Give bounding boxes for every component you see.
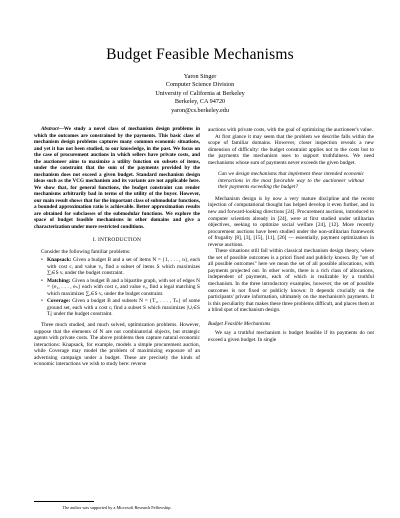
- intro-lead: Consider the following familiar problems:: [41, 248, 131, 255]
- author-affiliation: Computer Science Division: [165, 81, 235, 89]
- author-email: yaron@cs.berkeley.edu: [171, 106, 229, 114]
- list-item-text: Given a budget B and subsets N = {T₁, . . . , Tₙ} of some ground set, each with a cost cᵢ find a subset S which maximizes |∪ᵢ∈S Tᵢ| under the budget constraint.: [47, 298, 200, 318]
- list-item-text: Given a budget B and a bipartite graph, with set of edges N = {e₁, . . . , eₙ} each with cost cₑ and value vₑ, find a legal matching S which maximizes ∑ₑ∈S vₑ under the budget constraint.: [47, 277, 200, 297]
- list-item-label: Knapsack:: [47, 257, 72, 264]
- footnote: The author was supported by a Microsoft Research Fellowship.: [62, 505, 172, 510]
- paper-title: Budget Feasible Mechanisms: [106, 46, 294, 63]
- right-paragraph-2: At first glance it may seem that the problem we describe falls within the scope of familiar domains. However, closer inspection reveals a new dimension of difficulty: the budget constraint applies not to the costs but to the payments the mechanism uses to support truthfulness. We need mechanisms whose sum of payments never exceeds the given budget.: [208, 133, 374, 166]
- footnote-rule: [34, 501, 94, 502]
- right-paragraph-4: These situations still fall within classical mechanism design theory, where the set of possible outcomes is a priori fixed and publicly known. By "set of all possible outcomes" here we mean the set of all possible allocations, with payments projected out. In other words, there is a rich class of allocations, independent of payments, each of which is realizable by a truthful mechanism. In the three introductory examples, however, the set of possible outcomes is not fixed or publicly known: It depends crucially on the participants' private information, ultimately on the mechanism's payments. It is this peculiarity that makes these three problems difficult, and places them at a blind spot of mechanism design.: [208, 248, 374, 314]
- list-item-text: Given a budget B and a set of items N = {1, . . . , n}, each with cost cᵢ and value vᵢ, find a subset of items S which maximizes ∑ᵢ∈S vᵢ under the budget constraint.: [47, 257, 201, 277]
- author-university: University of California at Berkeley: [155, 89, 245, 97]
- list-item-matching: [41, 278, 200, 298]
- author-block: [0, 73, 400, 115]
- right-paragraph-1: auctions with private costs, with the goal of optimizing the auctioneer's value.: [208, 127, 373, 133]
- right-column: [208, 127, 374, 343]
- left-column: [34, 126, 200, 368]
- author-name: Yaron Singer: [183, 73, 217, 80]
- list-item-knapsack: [41, 257, 200, 277]
- right-paragraph-3: Mechanism design is by now a very mature discipline and the recent injection of computational thought has helped develop it even further, and in new and forward-looking directions [24]. Procurement auctions, introduced to computer scientists already in [24], were at first studied under utilitarian objectives, seeking to optimize social welfare [24], [12]. More recently procurement auctions have been studied under the non-utilitarian framework of frugality [8], [3], [15], [11], [26] — essentially, payment optimization in reverse auctions.: [208, 195, 374, 248]
- author-city: Berkeley, CA 94720: [174, 98, 226, 106]
- list-item-label: Matching:: [47, 277, 71, 284]
- list-item-label: Coverage:: [47, 298, 71, 305]
- intro-paragraph: Three much studied, and much solved, optimization problems. However, suppose that the elements of N are not combinatorial objects, but strategic agents with private costs. The above problems then capture natural economic interactions: Knapsack, for example, models a simple procurement auction, while Coverage may model the problem of maximizing exposure of an advertising campaign under a budget. These are precisely the kinds of economic interactions we wish to study here: reverse: [34, 322, 200, 368]
- research-question: Can we design mechanisms that implement these intended economic interactions in the most favorable way to the auctioneer without their payments exceeding the budget?: [218, 171, 364, 191]
- abstract-text: —We study a novel class of mechanism design problems in which the outcomes are constrained by the payments. This basic class of mechanism design problems captures many common economic situations, and yet it has not been studied, to our knowledge, in the past. We focus on the case of procurement auctions in which sellers have private costs, and the auctioneer aims to maximize a utility function on subsets of items, under the constraint that the sum of the payments provided by the mechanism does not exceed a given budget. Standard mechanism design ideas such as the VCG mechanism and its variants are not applicable here. We show that, for general functions, the budget constraint can render mechanisms arbitrarily bad in terms of the utility of the buyer. However, our main result shows that for the important class of submodular functions, a bounded approximation ratio is achievable. Better approximation results are obtained for subclasses of the submodular functions. We explore the space of budget feasible mechanisms in other domains and give a characterization under more restricted conditions.: [34, 126, 200, 230]
- section-heading-introduction: I. INTRODUCTION: [92, 237, 142, 243]
- abstract-lead: Abstract: [41, 126, 59, 132]
- problem-list: [34, 257, 200, 318]
- subsection-heading: Budget Feasible Mechanisms: [208, 320, 271, 327]
- abstract: [34, 126, 200, 230]
- list-item-coverage: [41, 298, 200, 318]
- right-paragraph-5: We say a truthful mechanism is budget feasible if its payments do not exceed a given budget. In single: [208, 330, 374, 343]
